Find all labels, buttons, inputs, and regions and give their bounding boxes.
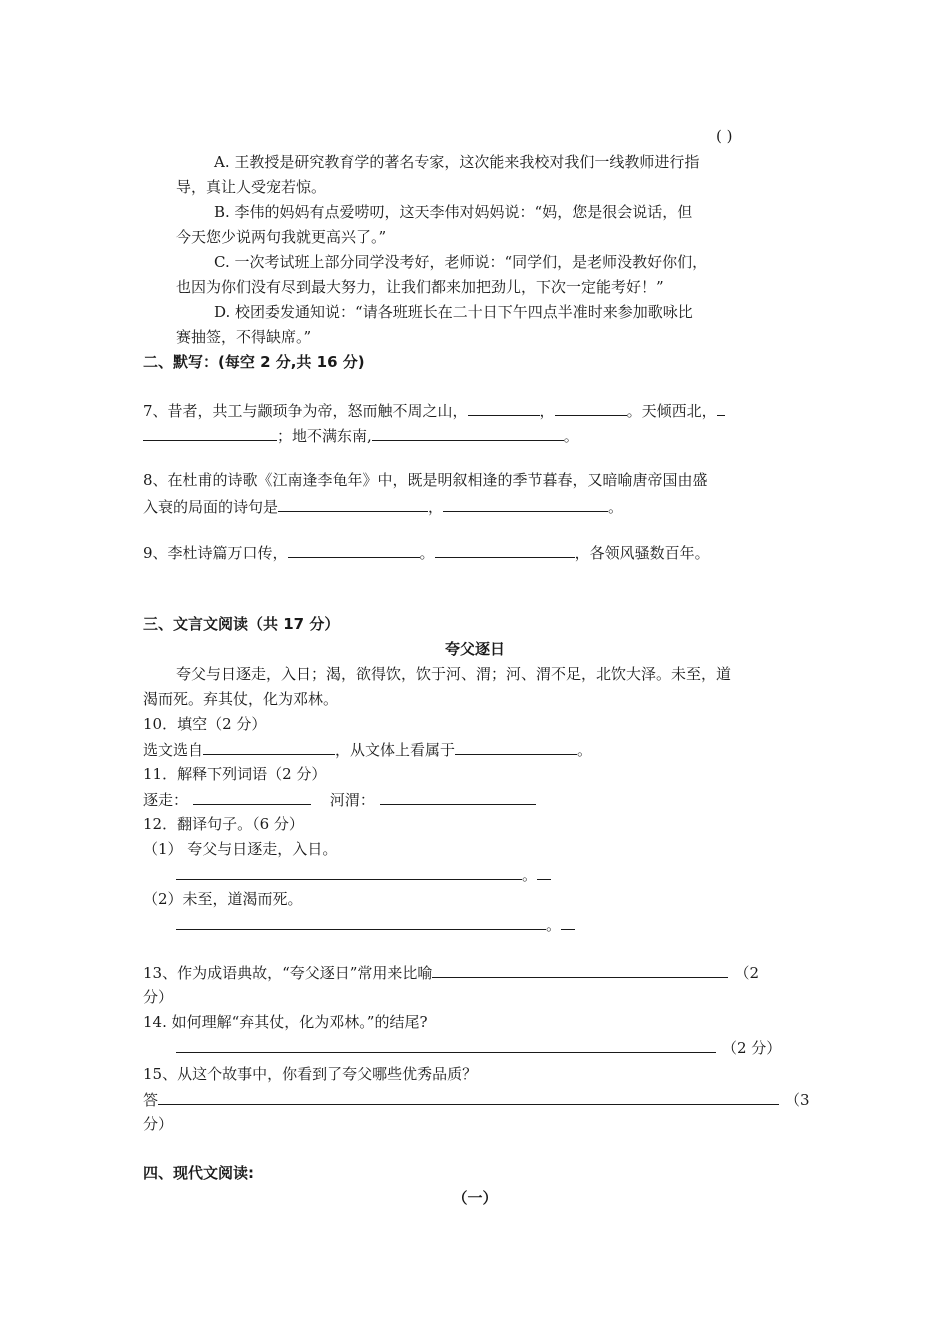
q7-line1: 7、昔者，共工与颛顼争为帝，怒而触不周之山， ， 。天倾西北， xyxy=(143,400,725,420)
q7-blank-3-start[interactable] xyxy=(717,400,725,416)
q11-blank-2[interactable] xyxy=(380,789,536,805)
q12-blank-2[interactable] xyxy=(176,914,546,930)
passage-line2: 渴而死。弃其仗，化为邓林。 xyxy=(143,690,339,708)
q12-blank-1-tail xyxy=(537,864,551,880)
q8-blank-2[interactable] xyxy=(443,496,608,512)
q8-line2: 入衰的局面的诗句是 ， 。 xyxy=(143,498,624,516)
option-d-line1: D. 校团委发通知说：“请各班班长在二十日下午四点半准时来参加歌咏比 xyxy=(214,303,693,321)
q11-heading: 11．解释下列词语（2 分） xyxy=(143,765,327,783)
q9-blank-1[interactable] xyxy=(288,542,420,558)
passage-title: 夸父逐日 xyxy=(444,640,505,658)
section2-heading: 二、默写：(每空 2 分,共 16 分) xyxy=(143,353,365,371)
q7-blank-2[interactable] xyxy=(555,400,627,416)
q10-heading: 10．填空（2 分） xyxy=(143,715,267,733)
q7-blank-3[interactable] xyxy=(143,425,277,441)
q13-line: 13、作为成语典故，“夸父逐日”常用来比喻 （2 xyxy=(143,964,759,982)
q12-item1: （1） 夸父与日逐走，入日。 xyxy=(143,840,338,858)
q15-line2: 分） xyxy=(143,1115,174,1133)
q12-heading: 12．翻译句子。（6 分） xyxy=(143,815,304,833)
q14-answer: （2 分） xyxy=(176,1037,781,1057)
option-d-line2: 赛抽签，不得缺席。” xyxy=(176,328,312,346)
section3-heading: 三、文言文阅读（共 17 分） xyxy=(143,615,340,633)
q7-line2: ；地不满东南, 。 xyxy=(143,425,579,445)
option-c-line1: C. 一次考试班上部分同学没考好，老师说：“同学们，是老师没教好你们， xyxy=(214,253,708,271)
q10-line: 选文选自 ，从文体上看属于 。 xyxy=(143,741,593,759)
q11-blank-1[interactable] xyxy=(193,789,311,805)
q10-blank-2[interactable] xyxy=(455,739,577,755)
answer-parenthesis: ( ) xyxy=(716,127,733,145)
q12-blank-2-tail xyxy=(561,914,575,930)
q15-answer: 答 （3 xyxy=(143,1091,810,1109)
q12-blank-1[interactable] xyxy=(176,864,522,880)
option-b-line1: B. 李伟的妈妈有点爱唠叨，这天李伟对妈妈说：“妈，您是很会说话，但 xyxy=(214,203,693,221)
q8-line1: 8、在杜甫的诗歌《江南逢李龟年》中，既是明叙相逢的季节暮春，又暗喻唐帝国由盛 xyxy=(143,471,708,489)
q8-blank-1[interactable] xyxy=(278,496,428,512)
q7-blank-1[interactable] xyxy=(468,400,540,416)
q12-item1-answer: 。 xyxy=(176,864,551,884)
q12-item2: （2）未至，道渴而死。 xyxy=(143,890,303,908)
q9-blank-2[interactable] xyxy=(435,542,575,558)
q7-blank-4[interactable] xyxy=(372,425,564,441)
option-c-line2: 也因为你们没有尽到最大努力，让我们都来加把劲儿，下次一定能考好！” xyxy=(176,278,664,296)
q12-item2-answer: 。 xyxy=(176,914,575,934)
q14-blank[interactable] xyxy=(176,1037,716,1053)
option-a-line1: A. 王教授是研究教育学的著名专家，这次能来我校对我们一线教师进行指 xyxy=(214,153,700,171)
q14-heading: 14. 如何理解“弃其仗，化为邓林。”的结尾? xyxy=(143,1013,428,1031)
section4-subheading: （一） xyxy=(452,1189,498,1207)
q15-blank[interactable] xyxy=(158,1089,779,1105)
q10-blank-1[interactable] xyxy=(203,739,335,755)
passage-line1: 夸父与日逐走，入日；渴，欲得饮，饮于河、渭；河、渭不足，北饮大泽。未至，道 xyxy=(176,665,732,683)
q13-blank[interactable] xyxy=(432,962,728,978)
q13-line2: 分） xyxy=(143,988,174,1006)
option-b-line2: 今天您少说两句我就更高兴了。” xyxy=(176,228,387,246)
section4-heading: 四、现代文阅读: xyxy=(143,1164,254,1182)
q9-line: 9、李杜诗篇万口传， 。 ，各领风骚数百年。 xyxy=(143,544,710,562)
option-a-line2: 导，真让人受宠若惊。 xyxy=(176,178,327,196)
q15-heading: 15、从这个故事中，你看到了夸父哪些优秀品质？ xyxy=(143,1065,478,1083)
q11-line: 逐走： 河渭： xyxy=(143,789,536,809)
